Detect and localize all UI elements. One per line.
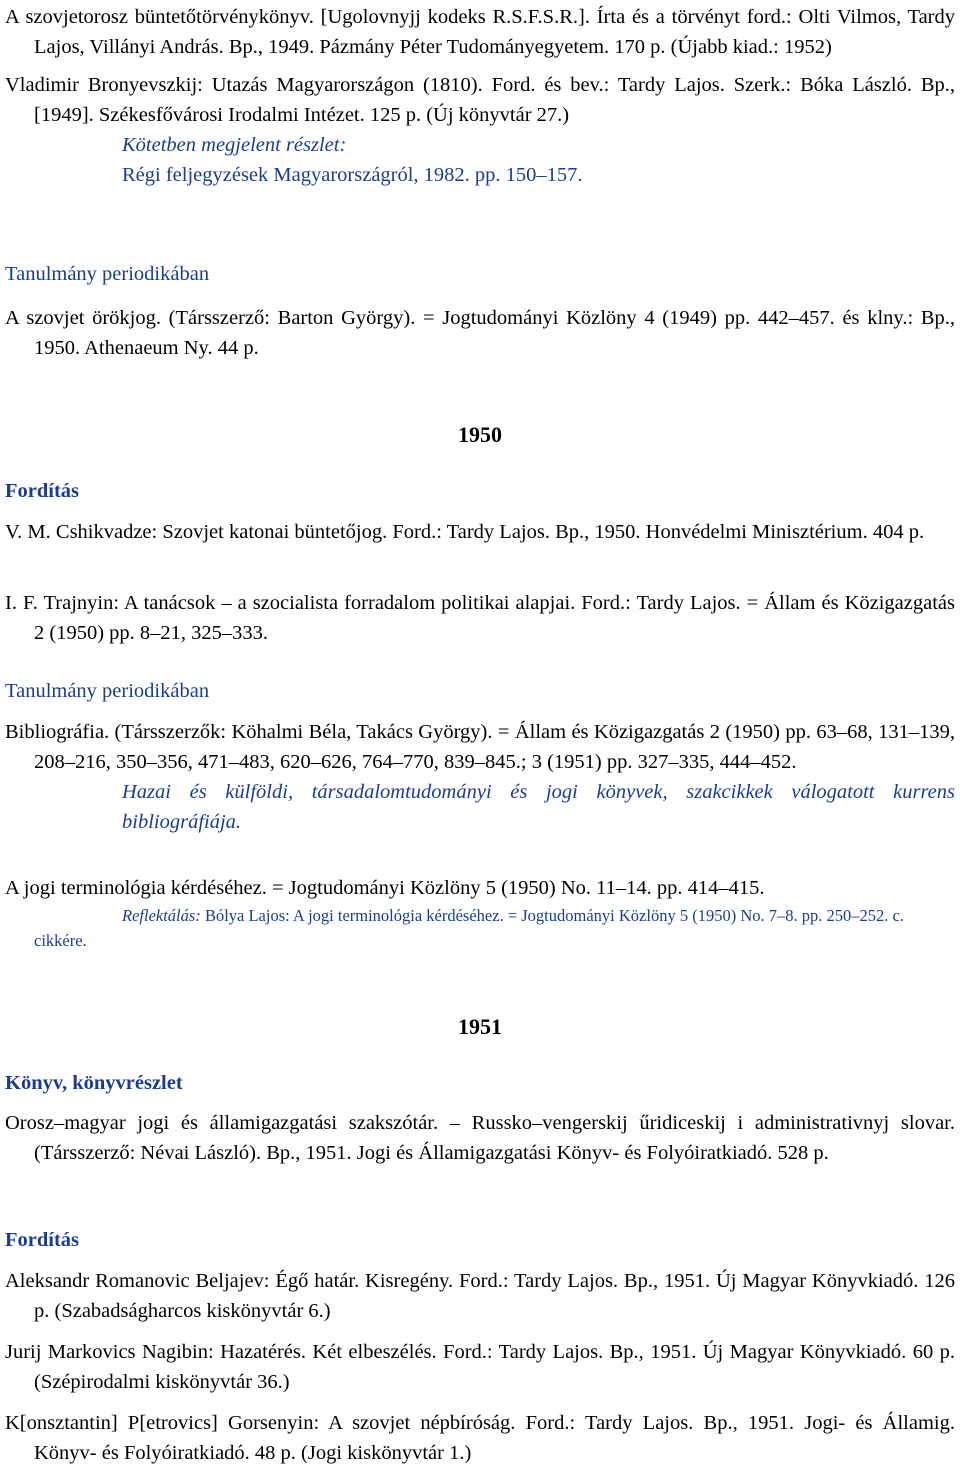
entry-note bbox=[5, 903, 955, 953]
section-heading: Könyv, könyvrészlet bbox=[5, 1072, 183, 1094]
section-heading: Fordítás bbox=[5, 1229, 80, 1251]
section-heading: Fordítás bbox=[5, 480, 80, 502]
bibliography-entry bbox=[5, 1266, 955, 1326]
entry-text: Vladimir Bronyevszkij: Utazás Magyarországon (1810). Ford. és bev.: Tardy Lajos. Szerk.: Bóka László. Bp., [1949]. Székesfővárosi Irodalmi Intézet. 125 p. (Új könyvtár 27.) bbox=[5, 74, 955, 126]
bibliography-entry bbox=[5, 517, 955, 547]
bibliography-entry bbox=[5, 70, 955, 190]
bibliography-entry bbox=[5, 717, 955, 837]
entry-text: A szovjetorosz büntetőtörvénykönyv. [Ugolovnyjj kodeks R.S.F.S.R.]. Írta és a törvényt ford.: Olti Vilmos, Tardy Lajos, Villányi András. Bp., 1949. Pázmány Péter Tudományegyetem. 170 p. (Újabb kiad.: 1952) bbox=[5, 6, 955, 58]
entry-text: A szovjet örökjog. (Társszerző: Barton György). = Jogtudományi Közlöny 4 (1949) pp. 442‒457. és klny.: Bp., 1950. Athenaeum Ny. 44 p. bbox=[5, 307, 955, 359]
entry-text: Bibliográfia. (Társszerzők: Köhalmi Béla, Takács György). = Állam és Közigazgatás 2 (1950) pp. 63‒68, 131‒139, 208‒216, 350‒356, 471‒483, 620‒626, 764‒770, 839‒845.; 3 (1951) pp. 327‒335, 444‒452. bbox=[5, 721, 955, 773]
bibliography-entry bbox=[5, 1408, 955, 1468]
year-heading: 1951 bbox=[458, 1014, 502, 1039]
section-heading: Tanulmány periodikában bbox=[5, 680, 210, 702]
bibliography-entry bbox=[5, 303, 955, 363]
entry-note-text: Bólya Lajos: A jogi terminológia kérdéséhez. = Jogtudományi Közlöny 5 (1950) No. 7‒8. pp. 250‒252. c. cikkére. bbox=[34, 906, 904, 950]
bibliography-entry bbox=[5, 873, 955, 953]
entry-text: Aleksandr Romanovic Beljajev: Égő határ. Kisregény. Ford.: Tardy Lajos. Bp., 1951. Új Magyar Könyvkiadó. 126 p. (Szabadságharcos kiskönyvtár 6.) bbox=[5, 1270, 955, 1322]
entry-text: Orosz‒magyar jogi és államigazgatási szakszótár. ‒ Russko‒vengerskij űridiceskij i administrativnyj slovar. (Társszerző: Névai László). Bp., 1951. Jogi és Államigazgatási Könyv- és Folyóiratkiadó. 528 p. bbox=[5, 1112, 955, 1164]
bibliography-entry bbox=[5, 1108, 955, 1168]
entry-text: A jogi terminológia kérdéséhez. = Jogtudományi Közlöny 5 (1950) No. 11‒14. pp. 414‒415. bbox=[5, 877, 765, 899]
entry-text: Jurij Markovics Nagibin: Hazatérés. Két elbeszélés. Ford.: Tardy Lajos. Bp., 1951. Új Magyar Könyvkiadó. 60 p. (Szépirodalmi kiskönyvtár 36.) bbox=[5, 1341, 955, 1393]
bibliography-entry bbox=[5, 1337, 955, 1397]
entry-note-detail: Régi feljegyzések Magyarországról, 1982. pp. 150‒157. bbox=[122, 164, 583, 186]
entry-text: I. F. Trajnyin: A tanácsok ‒ a szocialista forradalom politikai alapjai. Ford.: Tardy Lajos. = Állam és Közigazgatás 2 (1950) pp. 8‒21, 325‒333. bbox=[5, 592, 955, 644]
entry-note: Hazai és külföldi, társadalomtudományi és jogi könyvek, szakcikkek válogatott kurrens bibliográfiája. bbox=[122, 781, 955, 833]
entry-note: Kötetben megjelent részlet: bbox=[122, 134, 347, 156]
entry-text: V. M. Cshikvadze: Szovjet katonai büntetőjog. Ford.: Tardy Lajos. Bp., 1950. Honvédelmi Minisztérium. 404 p. bbox=[5, 521, 925, 543]
section-heading: Tanulmány periodikában bbox=[5, 263, 210, 285]
entry-note-label: Reflektálás: bbox=[122, 906, 201, 925]
entry-text: K[onsztantin] P[etrovics] Gorsenyin: A szovjet népbíróság. Ford.: Tardy Lajos. Bp., 1951. Jogi- és Államig. Könyv- és Folyóiratkiadó. 48 p. (Jogi kiskönyvtár 1.) bbox=[5, 1412, 955, 1464]
year-heading: 1950 bbox=[458, 422, 502, 447]
bibliography-entry bbox=[5, 2, 955, 62]
bibliography-entry bbox=[5, 588, 955, 648]
